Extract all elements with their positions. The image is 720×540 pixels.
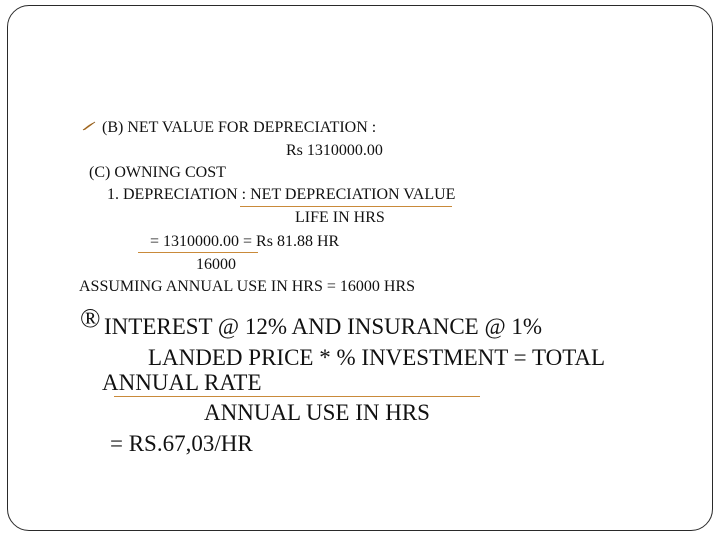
net-value-heading: (B) NET VALUE FOR DEPRECIATION : [102, 119, 377, 136]
owning-cost-heading: (C) OWNING COST [89, 164, 226, 181]
depreciation-calc-denominator: 16000 [196, 256, 236, 273]
interest-denominator: ANNUAL USE IN HRS [204, 400, 430, 425]
depreciation-calc: = 1310000.00 = Rs 81.88 HR [150, 233, 340, 250]
depreciation-denominator: LIFE IN HRS [295, 209, 385, 226]
depreciation-fraction-rule [240, 206, 452, 207]
depreciation-calc-fraction-rule [138, 252, 258, 253]
registered-symbol: ® [80, 303, 101, 333]
interest-formula-line1: LANDED PRICE * % INVESTMENT = TOTAL [148, 345, 606, 370]
annual-use-assumption: ASSUMING ANNUAL USE IN HRS = 16000 HRS [79, 278, 416, 295]
interest-fraction-rule [114, 396, 480, 397]
interest-formula-line2: ANNUAL RATE [102, 370, 262, 395]
depreciation-formula: 1. DEPRECIATION : NET DEPRECIATION VALUE [107, 186, 456, 203]
quill-bullet-icon [82, 121, 96, 131]
interest-result: = RS.67,03/HR [110, 431, 253, 456]
interest-heading: INTEREST @ 12% AND INSURANCE @ 1% [104, 314, 543, 339]
net-value-amount: Rs 1310000.00 [286, 142, 383, 159]
